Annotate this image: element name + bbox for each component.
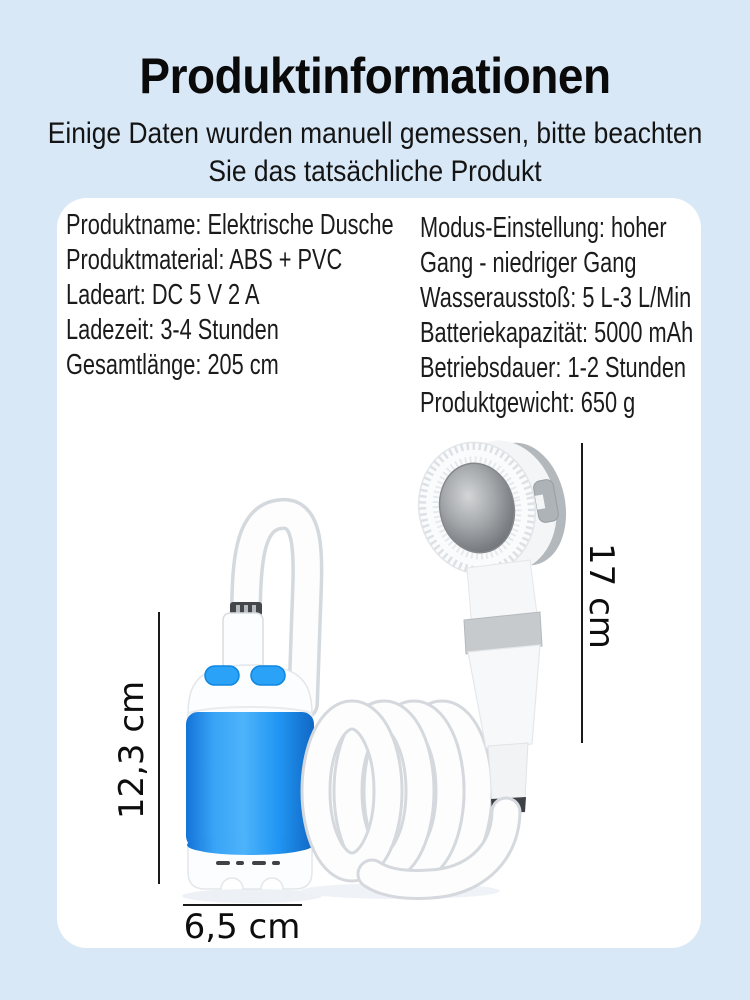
subtitle-line-1: Einige Daten wurden manuell gemessen, bitte beachten <box>47 117 703 150</box>
dimension-label-pump-width: 6,5 cm <box>183 907 301 947</box>
spec-column-right <box>420 211 750 421</box>
spec-charge-time: Ladezeit: 3-4 Stunden <box>66 314 279 346</box>
spec-weight: Produktgewicht: 650 g <box>420 387 636 419</box>
spec-mode-line-2: Gang - niedriger Gang <box>420 247 637 279</box>
spec-product-name: Produktname: Elektrische Dusche <box>66 209 394 241</box>
dimension-label-pump-height: 12,3 cm <box>112 680 152 820</box>
dimension-line-pump-width <box>183 904 302 906</box>
subtitle-line-2: Sie das tatsächliche Produkt <box>208 155 542 188</box>
dimension-line-pump-height <box>158 612 160 884</box>
spec-total-length: Gesamtlänge: 205 cm <box>66 349 279 381</box>
spec-run-time: Betriebsdauer: 1-2 Stunden <box>420 352 687 384</box>
spec-mode-line-1: Modus-Einstellung: hoher <box>420 212 667 244</box>
page-title: Produktinformationen <box>139 48 611 104</box>
page-subtitle <box>45 115 705 191</box>
spec-water-output: Wasserausstoß: 5 L-3 L/Min <box>420 282 692 314</box>
spec-material: Produktmaterial: ABS + PVC <box>66 244 343 276</box>
spec-battery-capacity: Batteriekapazität: 5000 mAh <box>420 317 694 349</box>
spec-charge-type: Ladeart: DC 5 V 2 A <box>66 279 260 311</box>
dimension-label-head-length: 17 cm <box>581 543 621 649</box>
